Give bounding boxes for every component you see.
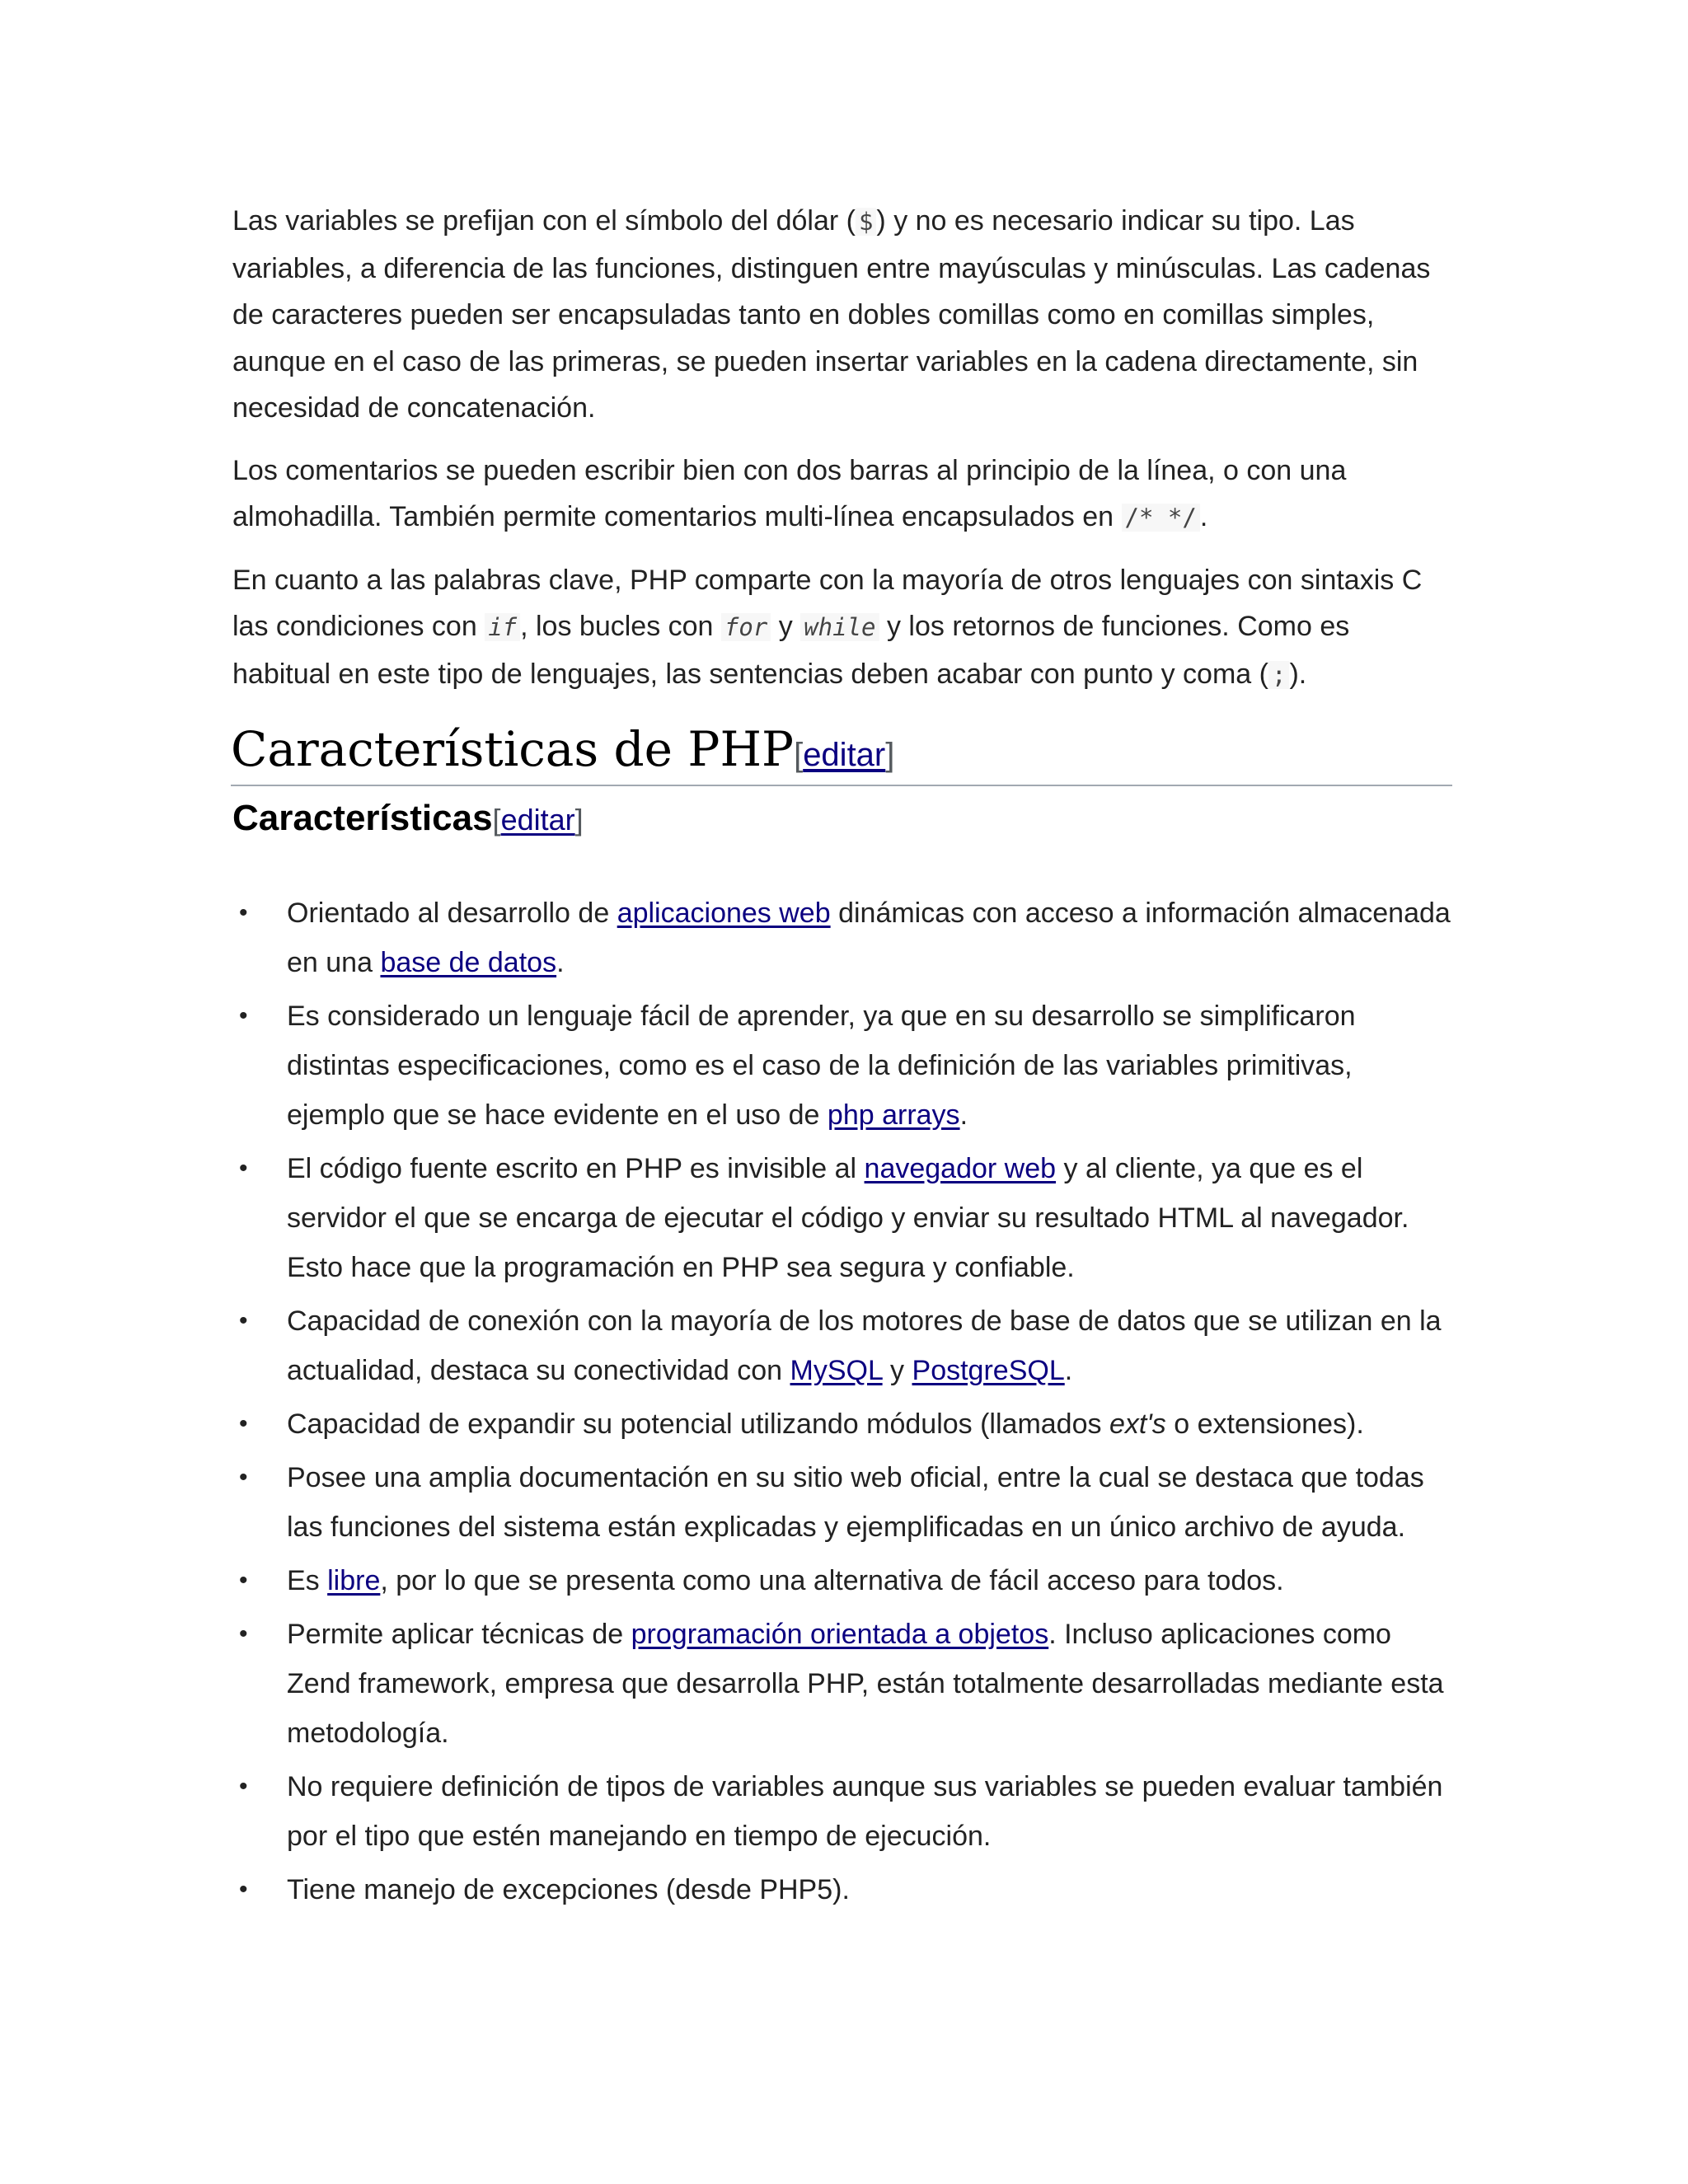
code-for: for [721,613,771,641]
link-php-arrays[interactable]: php arrays [827,1099,960,1131]
bullet-icon: • [239,1876,248,1903]
paragraph-keywords: En cuanto a las palabras clave, PHP comparte con la mayoría de otros lenguajes con sintaxis C las condiciones con if , los bucles con for y while y los retornos de funciones. Como es habitual en este tipo de lenguajes, las sentencias deben acabar con punto y coma ( ; ). [232,564,1423,690]
link-programacion-orientada-a-objetos[interactable]: programación orientada a objetos [631,1619,1049,1650]
edit-subsection: [editar] [492,803,584,837]
bullet-icon: • [239,1002,248,1029]
section-heading-caracteristicas-php: Características de PHP[editar] [231,719,1452,786]
bullet-icon: • [239,1410,248,1437]
link-libre[interactable]: libre [327,1565,381,1596]
list-item: • Capacidad de conexión con la mayoría de los motores de base de datos que se utilizan en la actualidad, destaca su conectividad con MySQL y PostgreSQL. [232,1296,1454,1395]
bullet-icon: • [239,899,248,926]
paragraph-variables: Las variables se prefijan con el símbolo del dólar ( $ ) y no es necesario indicar su tipo. Las variables, a diferencia de las funciones, distinguen entre mayúsculas y minúsculas. Las cadenas de caracteres pueden ser encapsuladas tanto en dobles comillas como en comillas simples, aunque en el caso de las primeras, se pueden insertar variables en la cadena directamente, sin necesidad de concatenación. [232,205,1431,424]
list-item: • Es libre, por lo que se presenta como una alternativa de fácil acceso para todos. [232,1556,1454,1605]
code-semicolon: ; [1268,661,1289,689]
code-dollar: $ [856,208,876,236]
bullet-icon: • [239,1155,248,1182]
features-list [232,888,1454,1915]
bullet-icon: • [239,1464,248,1491]
edit-link[interactable]: editar [500,803,575,837]
link-mysql[interactable]: MySQL [790,1355,883,1386]
code-if: if [485,613,520,641]
list-item: • El código fuente escrito en PHP es invisible al navegador web y al cliente, ya que es el servidor el que se encarga de ejecutar el código y enviar su resultado HTML al navegador. Esto hace que la programación en PHP sea segura y confiable. [232,1144,1454,1292]
list-item: • Orientado al desarrollo de aplicaciones web dinámicas con acceso a información almacenada en una base de datos. [232,888,1454,987]
edit-section: [editar] [794,737,895,773]
link-postgresql[interactable]: PostgreSQL [912,1355,1065,1386]
bullet-icon: • [239,1307,248,1334]
bullet-icon: • [239,1567,248,1594]
article-content [232,198,1454,1919]
paragraph-comments: Los comentarios se pueden escribir bien con dos barras al principio de la línea, o con una almohadilla. También permite comentarios multi-línea encapsulados en /* */ . [232,454,1347,532]
edit-link[interactable]: editar [803,737,886,773]
link-navegador-web[interactable]: navegador web [864,1153,1057,1184]
subsection-heading-caracteristicas: Características[editar] [232,798,584,838]
list-item: • Posee una amplia documentación en su sitio web oficial, entre la cual se destaca que todas las funciones del sistema están explicadas y ejemplificadas en un único archivo de ayuda. [232,1453,1454,1552]
list-item: • Permite aplicar técnicas de programación orientada a objetos. Incluso aplicaciones como Zend framework, empresa que desarrolla PHP, están totalmente desarrolladas mediante esta metodología. [232,1610,1454,1758]
bullet-icon: • [239,1620,248,1647]
link-base-de-datos[interactable]: base de datos [380,947,557,978]
code-while: while [800,613,879,641]
link-aplicaciones-web[interactable]: aplicaciones web [617,898,831,929]
list-item: • Tiene manejo de excepciones (desde PHP5). [232,1865,1454,1915]
list-item: • Capacidad de expandir su potencial utilizando módulos (llamados ext's o extensiones). [232,1399,1454,1449]
code-multiline-comment: /* */ [1122,504,1200,532]
list-item: • Es considerado un lenguaje fácil de aprender, ya que en su desarrollo se simplificaron distintas especificaciones, como es el caso de la definición de las variables primitivas, ejemplo que se hace evidente en el uso de php arrays. [232,991,1454,1140]
italic-exts: ext's [1109,1408,1166,1440]
list-item: • No requiere definición de tipos de variables aunque sus variables se pueden evaluar también por el tipo que estén manejando en tiempo de ejecución. [232,1762,1454,1861]
bullet-icon: • [239,1773,248,1800]
